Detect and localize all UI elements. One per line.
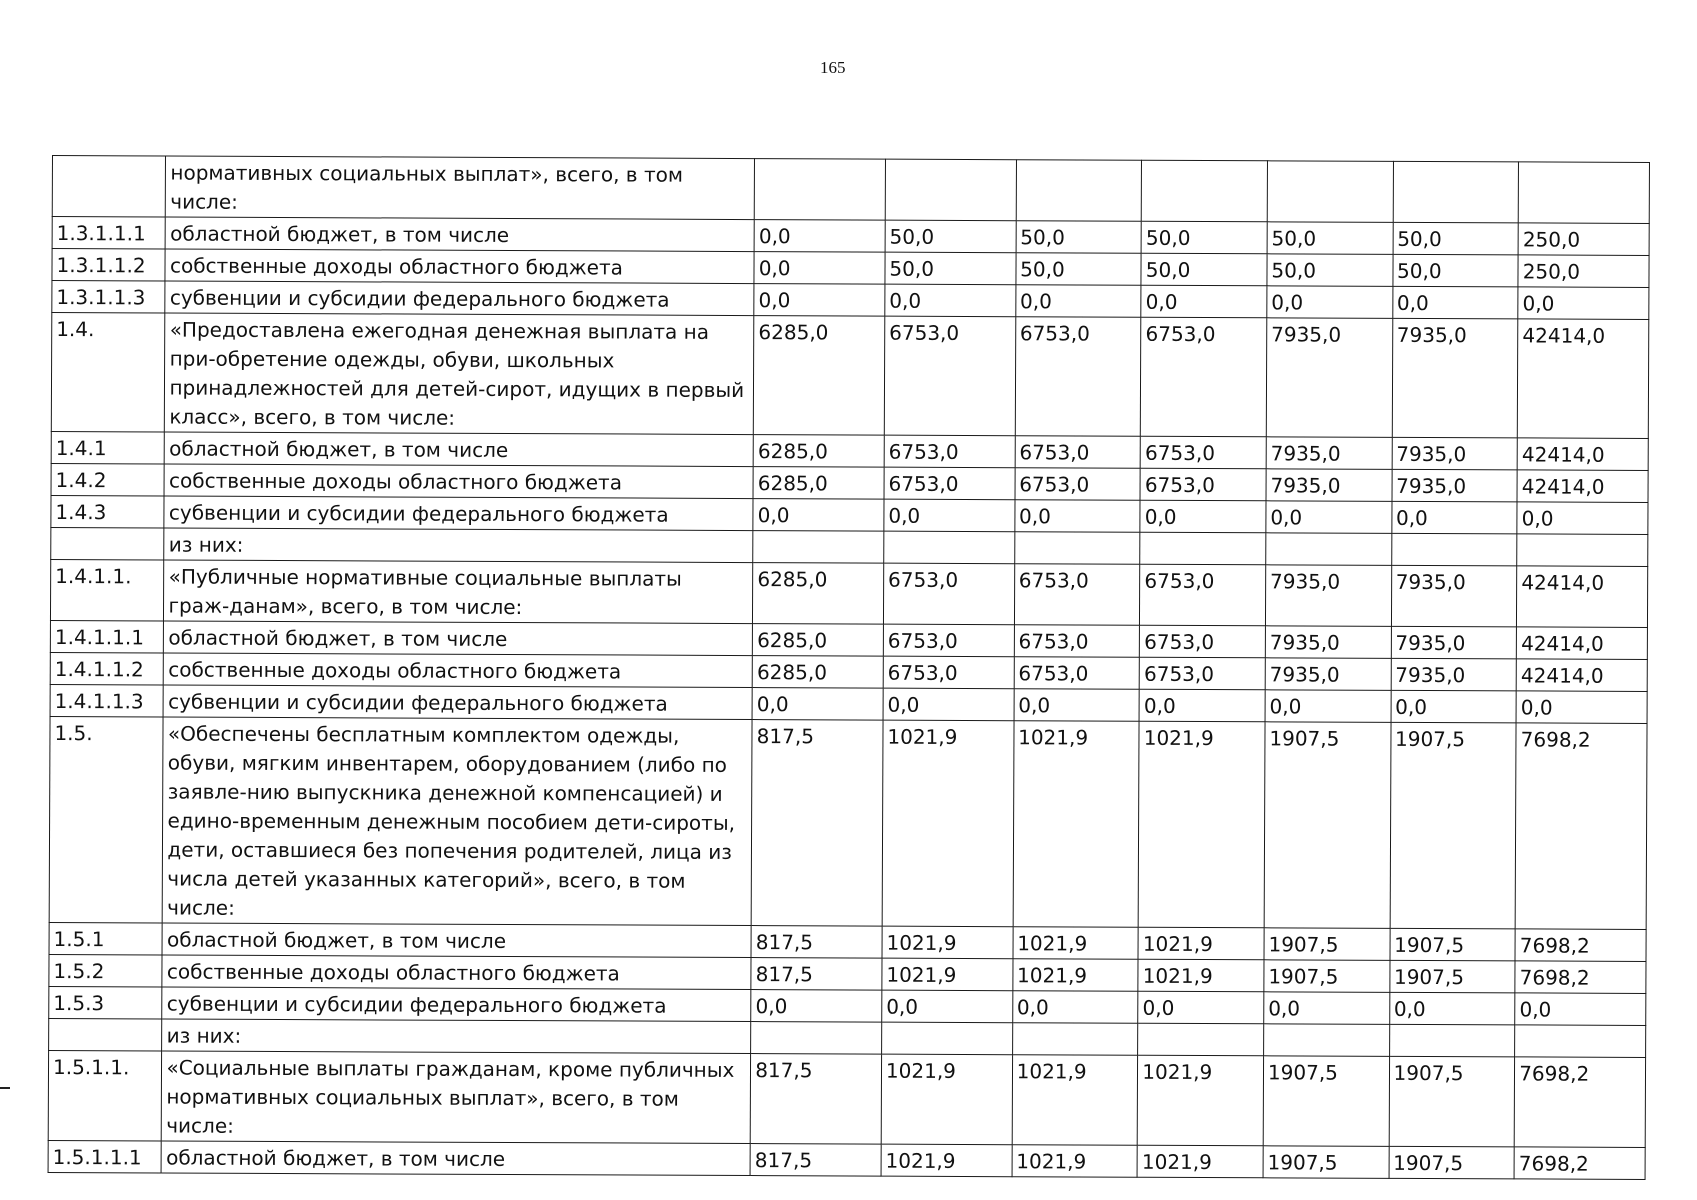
row-value: 7935,0 xyxy=(1266,437,1392,470)
row-value: 6753,0 xyxy=(883,624,1014,657)
table-row xyxy=(51,313,1649,439)
row-total-value: 7698,2 xyxy=(1515,961,1646,994)
row-value: 0,0 xyxy=(1140,500,1266,533)
row-description: областной бюджет, в том числе xyxy=(162,1141,751,1176)
row-value: 817,5 xyxy=(751,958,882,991)
row-total-value: 0,0 xyxy=(1518,287,1649,320)
row-description: «Социальные выплаты гражданам, кроме публичных нормативных социальных выплат», всего, в том числе: xyxy=(162,1051,751,1144)
row-description: из них: xyxy=(162,1019,751,1054)
row-description: собственные доходы областного бюджета xyxy=(162,955,751,990)
row-value: 1021,9 xyxy=(1012,1055,1138,1146)
row-value: 1907,5 xyxy=(1389,1056,1515,1147)
row-value: 6753,0 xyxy=(884,435,1015,468)
row-value: 0,0 xyxy=(1012,991,1138,1024)
row-value: 1021,9 xyxy=(1138,721,1265,928)
row-value: 7935,0 xyxy=(1392,318,1518,438)
row-value xyxy=(882,1022,1013,1055)
row-value: 1021,9 xyxy=(1138,959,1264,992)
row-code: 1.4.1.1.2 xyxy=(50,652,164,684)
row-description: субвенции и субсидии федерального бюджета xyxy=(165,281,754,316)
budget-table-body xyxy=(48,156,1649,1180)
row-description: субвенции и субсидии федерального бюджета xyxy=(164,685,753,720)
row-value xyxy=(751,1022,882,1055)
row-value: 1021,9 xyxy=(881,1054,1012,1145)
row-value: 1021,9 xyxy=(882,926,1013,959)
row-value: 6753,0 xyxy=(1140,625,1266,658)
row-value: 6285,0 xyxy=(753,435,884,468)
row-description: собственные доходы областного бюджета xyxy=(164,653,753,688)
row-code: 1.4. xyxy=(51,313,165,432)
table-row xyxy=(49,716,1647,929)
row-value: 0,0 xyxy=(1015,500,1141,533)
row-code: 1.4.1 xyxy=(51,431,165,463)
row-total-value: 42414,0 xyxy=(1517,438,1648,471)
row-description: из них: xyxy=(164,528,753,563)
row-value: 50,0 xyxy=(1393,222,1519,255)
row-value: 50,0 xyxy=(1141,253,1267,286)
row-value: 7935,0 xyxy=(1265,658,1391,691)
row-description: нормативных социальных выплат», всего, в том числе: xyxy=(166,156,755,220)
row-code xyxy=(51,527,165,559)
row-value xyxy=(1267,161,1393,223)
row-value: 0,0 xyxy=(754,220,885,253)
row-total-value: 0,0 xyxy=(1516,691,1647,724)
row-value: 6753,0 xyxy=(1140,436,1266,469)
row-code xyxy=(52,156,166,217)
row-value: 50,0 xyxy=(1267,254,1393,287)
row-value: 6285,0 xyxy=(754,316,885,436)
row-value: 7935,0 xyxy=(1391,626,1517,659)
row-value: 1907,5 xyxy=(1264,928,1390,961)
row-total-value: 42414,0 xyxy=(1517,470,1648,503)
row-value: 0,0 xyxy=(1391,690,1517,723)
row-value: 6285,0 xyxy=(753,624,884,657)
row-value: 1021,9 xyxy=(1137,1055,1263,1146)
row-value: 1021,9 xyxy=(1012,1145,1138,1178)
row-description: областной бюджет, в том числе xyxy=(162,923,751,958)
row-total-value: 7698,2 xyxy=(1515,929,1646,962)
row-value xyxy=(754,159,885,221)
row-description: областной бюджет, в том числе xyxy=(164,621,753,656)
page-number: 165 xyxy=(820,58,846,77)
row-value: 1021,9 xyxy=(882,720,1014,927)
row-description: областной бюджет, в том числе xyxy=(166,217,755,252)
row-value: 6753,0 xyxy=(1014,625,1140,658)
row-value: 1907,5 xyxy=(1389,960,1515,993)
row-value: 0,0 xyxy=(885,284,1016,317)
row-value: 6285,0 xyxy=(753,563,884,625)
row-code: 1.5.1.1.1 xyxy=(48,1140,162,1172)
row-value: 817,5 xyxy=(751,720,883,927)
row-description: «Обеспечены бесплатным комплектом одежды, обуви, мягким инвентарем, оборудованием (либо по заявле-нию выпускника денежной компенсацией) и едино-временным денежным пособием дети-сироты, дети, оставшиеся без попечения родителей, лица из числа детей указанных категорий», всего, в том числе: xyxy=(163,717,753,926)
row-value: 0,0 xyxy=(1015,285,1141,318)
row-value: 50,0 xyxy=(1016,253,1142,286)
row-value xyxy=(1016,160,1142,222)
row-value: 7935,0 xyxy=(1392,437,1518,470)
row-value: 0,0 xyxy=(1265,690,1391,723)
row-value: 0,0 xyxy=(1391,501,1517,534)
row-value: 0,0 xyxy=(1138,991,1264,1024)
row-value: 7935,0 xyxy=(1391,565,1517,627)
row-total-value: 42414,0 xyxy=(1517,319,1648,439)
row-value: 50,0 xyxy=(885,220,1016,253)
row-value: 817,5 xyxy=(750,1054,881,1145)
row-total-value: 7698,2 xyxy=(1514,1147,1645,1180)
row-description: субвенции и субсидии федерального бюджета xyxy=(164,496,753,531)
row-code: 1.5.1 xyxy=(49,922,163,954)
row-value: 1021,9 xyxy=(882,958,1013,991)
row-total-value: 42414,0 xyxy=(1517,627,1648,660)
row-value: 0,0 xyxy=(1014,689,1140,722)
row-value: 7935,0 xyxy=(1265,626,1391,659)
row-description: «Публичные нормативные социальные выплаты граж-данам», всего, в том числе: xyxy=(164,560,753,624)
row-value: 1021,9 xyxy=(1137,1145,1263,1178)
row-value: 817,5 xyxy=(751,926,882,959)
row-code: 1.5.3 xyxy=(49,986,163,1018)
row-value: 0,0 xyxy=(754,284,885,317)
row-value: 6753,0 xyxy=(883,563,1014,625)
row-value: 6753,0 xyxy=(1140,468,1266,501)
row-value: 1907,5 xyxy=(1264,722,1391,929)
row-value: 0,0 xyxy=(1267,286,1393,319)
row-value: 6753,0 xyxy=(1015,436,1141,469)
table-row xyxy=(48,1050,1645,1147)
row-value: 1021,9 xyxy=(1013,927,1139,960)
row-value xyxy=(884,531,1015,564)
row-code: 1.3.1.1.3 xyxy=(52,281,166,313)
row-value: 1021,9 xyxy=(1138,927,1264,960)
row-value: 0,0 xyxy=(1141,285,1267,318)
row-value: 6285,0 xyxy=(752,656,883,689)
row-total-value: 42414,0 xyxy=(1516,659,1647,692)
row-description: собственные доходы областного бюджета xyxy=(164,464,753,499)
row-value xyxy=(1014,532,1140,565)
row-code: 1.4.3 xyxy=(51,495,165,527)
row-value: 7935,0 xyxy=(1266,318,1392,438)
row-value: 0,0 xyxy=(1389,992,1515,1025)
row-value: 6753,0 xyxy=(884,316,1015,436)
row-value: 50,0 xyxy=(1016,221,1142,254)
row-value: 0,0 xyxy=(753,499,884,532)
row-code: 1.4.1.1.3 xyxy=(50,684,164,716)
row-value: 0,0 xyxy=(754,252,885,285)
row-value: 1907,5 xyxy=(1389,1146,1515,1179)
row-value xyxy=(1012,1023,1138,1056)
row-total-value: 250,0 xyxy=(1518,223,1649,256)
row-value: 1907,5 xyxy=(1390,928,1516,961)
row-value: 1907,5 xyxy=(1263,1056,1389,1147)
row-value: 1021,9 xyxy=(1013,959,1139,992)
row-total-value: 7698,2 xyxy=(1514,1057,1645,1148)
row-value: 817,5 xyxy=(750,1144,881,1177)
row-value: 7935,0 xyxy=(1266,469,1392,502)
row-value: 50,0 xyxy=(1267,222,1393,255)
row-value: 7935,0 xyxy=(1265,565,1391,627)
row-total-value xyxy=(1518,162,1649,224)
row-value: 6753,0 xyxy=(883,656,1014,689)
row-value: 1907,5 xyxy=(1390,722,1517,929)
row-total-value: 0,0 xyxy=(1515,993,1646,1026)
row-code: 1.4.1.1. xyxy=(50,559,164,620)
row-code: 1.5.1.1. xyxy=(48,1050,162,1140)
row-description: субвенции и субсидии федерального бюджета xyxy=(162,987,751,1022)
row-value: 6753,0 xyxy=(1015,317,1141,437)
row-value: 7935,0 xyxy=(1392,469,1518,502)
row-total-value: 7698,2 xyxy=(1515,723,1647,930)
row-value: 50,0 xyxy=(1141,221,1267,254)
row-code: 1.3.1.1.1 xyxy=(52,217,166,249)
row-value: 6753,0 xyxy=(1015,468,1141,501)
row-total-value: 250,0 xyxy=(1518,255,1649,288)
row-value: 0,0 xyxy=(752,688,883,721)
row-code: 1.4.2 xyxy=(51,463,165,495)
row-total-value: 0,0 xyxy=(1517,502,1648,535)
row-value xyxy=(1393,161,1519,223)
row-value: 0,0 xyxy=(883,688,1014,721)
row-value: 1907,5 xyxy=(1263,1146,1389,1179)
row-value: 6753,0 xyxy=(1014,564,1140,626)
row-value: 0,0 xyxy=(1139,689,1265,722)
row-value: 6753,0 xyxy=(1139,657,1265,690)
row-code: 1.5. xyxy=(49,716,163,922)
table-row xyxy=(48,1140,1645,1179)
row-value: 1907,5 xyxy=(1264,960,1390,993)
row-value xyxy=(1142,160,1268,222)
row-value: 6753,0 xyxy=(1141,317,1267,437)
row-value: 0,0 xyxy=(1392,286,1518,319)
row-value: 0,0 xyxy=(884,499,1015,532)
row-value xyxy=(885,159,1016,221)
row-total-value xyxy=(1515,1025,1646,1058)
row-value: 50,0 xyxy=(1393,254,1519,287)
row-value: 0,0 xyxy=(1266,501,1392,534)
row-code: 1.5.2 xyxy=(49,954,163,986)
row-value: 6753,0 xyxy=(1014,657,1140,690)
row-value xyxy=(1264,1024,1390,1057)
row-description: собственные доходы областного бюджета xyxy=(165,249,754,284)
row-code: 1.3.1.1.2 xyxy=(52,249,166,281)
row-total-value: 42414,0 xyxy=(1517,566,1648,628)
row-value: 7935,0 xyxy=(1391,658,1517,691)
row-value xyxy=(753,531,884,564)
row-description: областной бюджет, в том числе xyxy=(165,432,754,467)
row-code: 1.4.1.1.1 xyxy=(50,620,164,652)
row-value: 50,0 xyxy=(885,252,1016,285)
margin-mark xyxy=(0,1087,10,1089)
row-total-value xyxy=(1517,534,1648,567)
row-value: 6753,0 xyxy=(884,467,1015,500)
row-value: 6285,0 xyxy=(753,467,884,500)
row-code xyxy=(49,1018,163,1050)
row-value xyxy=(1138,1023,1264,1056)
row-value: 0,0 xyxy=(1264,992,1390,1025)
budget-table xyxy=(48,155,1650,1180)
row-value: 6753,0 xyxy=(1140,564,1266,626)
row-value xyxy=(1389,1024,1515,1057)
row-value: 0,0 xyxy=(751,990,882,1023)
row-value xyxy=(1391,533,1517,566)
row-description: «Предоставлена ежегодная денежная выплата на при-обретение одежды, обуви, школьных принадлежностей для детей-сирот, идущих в первый класс», всего, в том числе: xyxy=(165,313,754,435)
row-value: 0,0 xyxy=(882,990,1013,1023)
row-value xyxy=(1140,532,1266,565)
row-value xyxy=(1266,533,1392,566)
table-row xyxy=(50,559,1647,627)
row-value: 1021,9 xyxy=(881,1144,1012,1177)
row-value: 1021,9 xyxy=(1013,721,1140,928)
table-row xyxy=(52,156,1649,224)
